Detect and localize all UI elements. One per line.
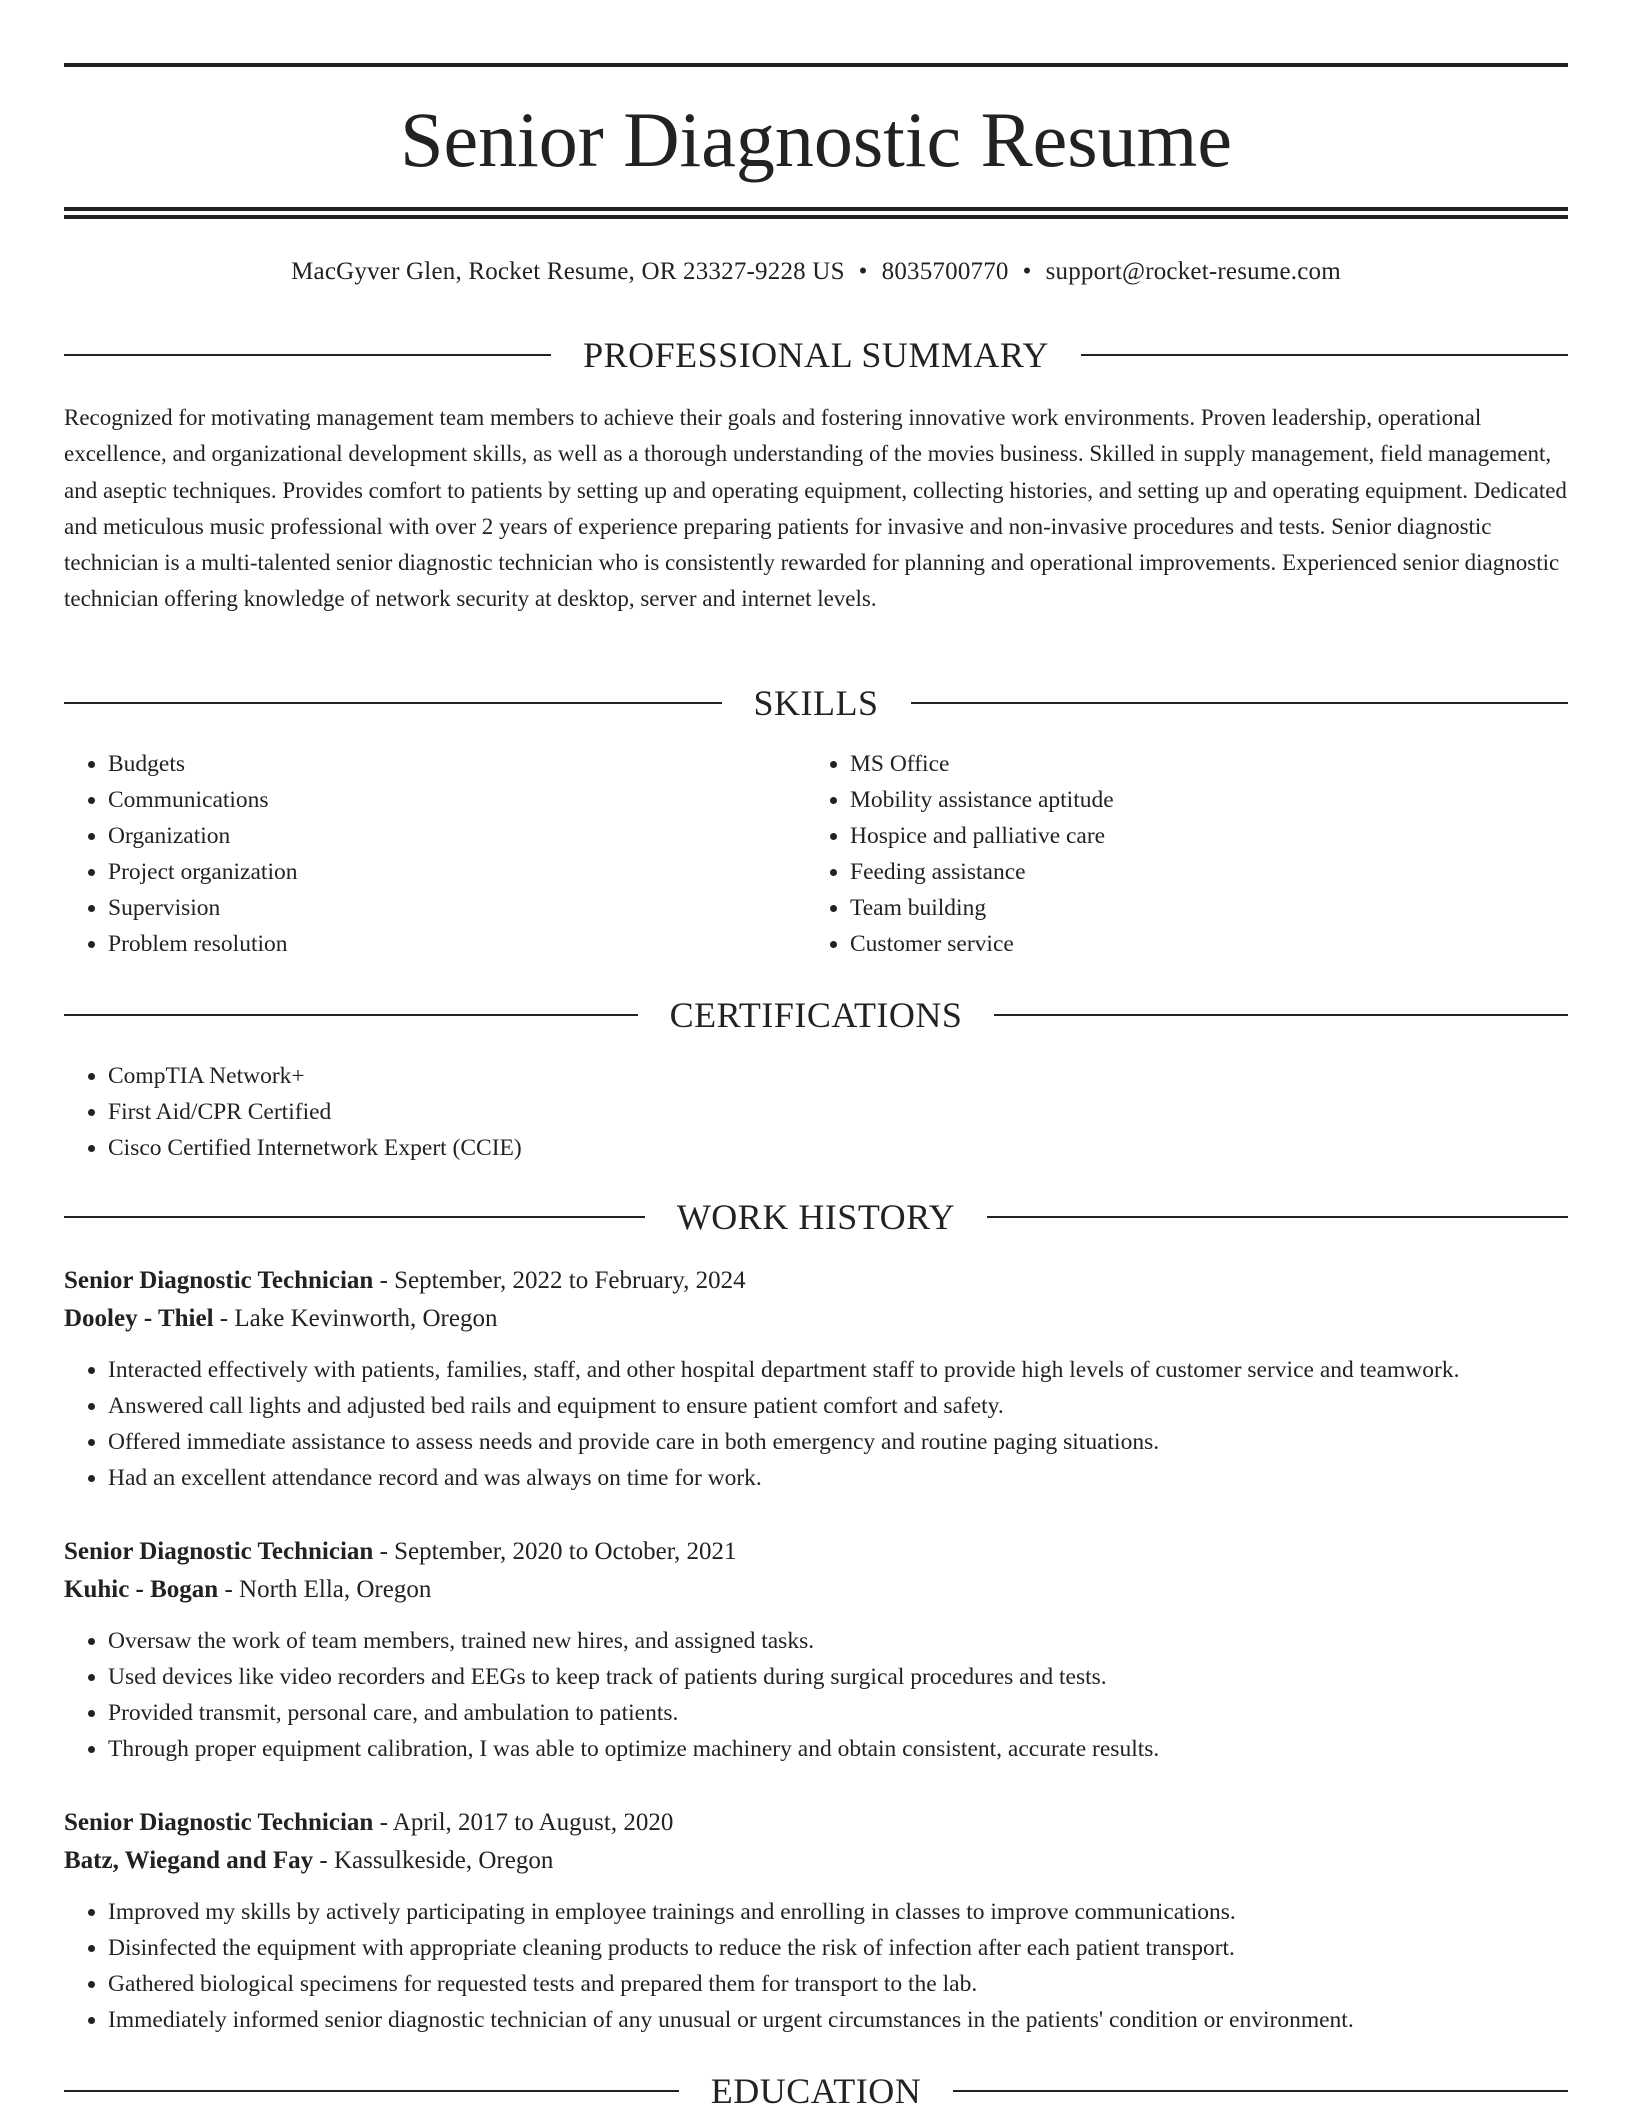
job-duty: • Interacted effectively with patients, families, staff, and other hospital department staff to provide high levels of customer service and teamwork.	[108, 1352, 1568, 1388]
job-duty: • Through proper equipment calibration, I was able to optimize machinery and obtain consistent, accurate results.	[108, 1731, 1568, 1767]
contact-separator: •	[858, 258, 868, 285]
section-title: PROFESSIONAL SUMMARY	[583, 335, 1049, 375]
certification-item: • CompTIA Network+	[108, 1058, 1568, 1094]
heading-rule	[994, 1014, 1568, 1016]
job-company: Batz, Wiegand and Fay	[64, 1847, 314, 1874]
contact-email: support@rocket-resume.com	[1045, 258, 1341, 285]
job-title: Senior Diagnostic Technician	[64, 1267, 374, 1294]
section-title: CERTIFICATIONS	[669, 995, 963, 1035]
job-duty: • Used devices like video recorders and EEGs to keep track of patients during surgical procedures and tests.	[108, 1659, 1568, 1695]
job-company-line	[64, 1842, 1568, 1880]
skill-item: • MS Office	[850, 746, 1506, 782]
job-duty: • Oversaw the work of team members, trained new hires, and assigned tasks.	[108, 1623, 1568, 1659]
top-rule	[64, 63, 1568, 67]
contact-phone: 8035700770	[881, 258, 1009, 285]
job-duties	[64, 1623, 1568, 1767]
job-location: - Kassulkeside, Oregon	[313, 1847, 554, 1874]
job-company-line	[64, 1571, 1568, 1609]
job-entry	[64, 1804, 1568, 2038]
skill-item: • Hospice and palliative care	[850, 818, 1506, 854]
section-title: WORK HISTORY	[676, 1197, 956, 1237]
skill-item: • Problem resolution	[108, 926, 764, 962]
skill-item: • Supervision	[108, 890, 764, 926]
skill-item: • Organization	[108, 818, 764, 854]
skills-list-right	[806, 746, 1506, 962]
job-dates: - April, 2017 to August, 2020	[373, 1809, 674, 1836]
contact-info	[64, 254, 1568, 290]
section-heading-education	[64, 2071, 1568, 2111]
title-rule-upper	[64, 207, 1568, 211]
job-duty: • Improved my skills by actively participating in employee trainings and enrolling in classes to improve communications.	[108, 1894, 1568, 1930]
heading-rule	[64, 1216, 645, 1218]
certification-item: • First Aid/CPR Certified	[108, 1094, 1568, 1130]
heading-rule	[64, 702, 722, 704]
job-duty: • Gathered biological specimens for requested tests and prepared them for transport to the lab.	[108, 1966, 1568, 2002]
job-title-line	[64, 1804, 1568, 1842]
job-duty: • Answered call lights and adjusted bed rails and equipment to ensure patient comfort and safety.	[108, 1388, 1568, 1424]
heading-rule	[64, 2090, 679, 2092]
skill-item: • Feeding assistance	[850, 854, 1506, 890]
section-title: SKILLS	[753, 683, 879, 723]
heading-rule	[953, 2090, 1568, 2092]
skill-item: • Customer service	[850, 926, 1506, 962]
job-duty: • Offered immediate assistance to assess needs and provide care in both emergency and routine paging situations.	[108, 1424, 1568, 1460]
section-heading-skills	[64, 683, 1568, 723]
title-rule-lower	[64, 215, 1568, 219]
skill-item: • Budgets	[108, 746, 764, 782]
job-location: - Lake Kevinworth, Oregon	[213, 1305, 498, 1332]
contact-separator: •	[1022, 258, 1032, 285]
job-entry	[64, 1262, 1568, 1496]
job-title: Senior Diagnostic Technician	[64, 1809, 374, 1836]
job-company-line	[64, 1300, 1568, 1338]
heading-rule	[1081, 354, 1568, 356]
job-company: Kuhic - Bogan	[64, 1576, 219, 1603]
heading-rule	[911, 702, 1569, 704]
heading-rule	[64, 354, 551, 356]
contact-address: MacGyver Glen, Rocket Resume, OR 23327-9228 US	[291, 258, 845, 285]
job-company: Dooley - Thiel	[64, 1305, 214, 1332]
section-heading-work-history	[64, 1197, 1568, 1237]
job-location: - North Ella, Oregon	[218, 1576, 432, 1603]
job-duty: • Immediately informed senior diagnostic technician of any unusual or urgent circumstances in the patients' condition or environment.	[108, 2002, 1568, 2038]
certifications-list	[64, 1058, 1568, 1166]
section-heading-certifications	[64, 995, 1568, 1035]
job-entry	[64, 1533, 1568, 1767]
skill-item: • Project organization	[108, 854, 764, 890]
job-duties	[64, 1894, 1568, 2038]
skill-item: • Team building	[850, 890, 1506, 926]
job-duty: • Provided transmit, personal care, and ambulation to patients.	[108, 1695, 1568, 1731]
job-duty: • Had an excellent attendance record and was always on time for work.	[108, 1460, 1568, 1496]
section-title: EDUCATION	[710, 2071, 922, 2111]
skills-list-left	[64, 746, 764, 962]
job-duties	[64, 1352, 1568, 1496]
section-heading-summary	[64, 335, 1568, 375]
page-title: Senior Diagnostic Resume	[400, 96, 1232, 183]
job-dates: - September, 2022 to February, 2024	[373, 1267, 746, 1294]
skill-item: • Communications	[108, 782, 764, 818]
summary-text: Recognized for motivating management team members to achieve their goals and fostering innovative work environments. Proven leadership, operational excellence, and organizational development skills, as well as a thorough understanding of the movies business. Skilled in supply management, field management, and aseptic techniques. Provides comfort to patients by setting up and operating equipment, collecting histories, and setting up and operating equipment. Dedicated and meticulous music professional with over 2 years of experience preparing patients for invasive and non-invasive procedures and tests. Senior diagnostic technician is a multi-talented senior diagnostic technician who is consistently rewarded for planning and operational improvements. Experienced senior diagnostic technician offering knowledge of network security at desktop, server and internet levels.	[64, 405, 1567, 612]
skill-item: • Mobility assistance aptitude	[850, 782, 1506, 818]
job-duty: • Disinfected the equipment with appropriate cleaning products to reduce the risk of infection after each patient transport.	[108, 1930, 1568, 1966]
job-dates: - September, 2020 to October, 2021	[373, 1538, 737, 1565]
certification-item: • Cisco Certified Internetwork Expert (CCIE)	[108, 1130, 1568, 1166]
heading-rule	[64, 1014, 638, 1016]
job-title-line	[64, 1262, 1568, 1300]
job-title: Senior Diagnostic Technician	[64, 1538, 374, 1565]
heading-rule	[987, 1216, 1568, 1218]
job-title-line	[64, 1533, 1568, 1571]
